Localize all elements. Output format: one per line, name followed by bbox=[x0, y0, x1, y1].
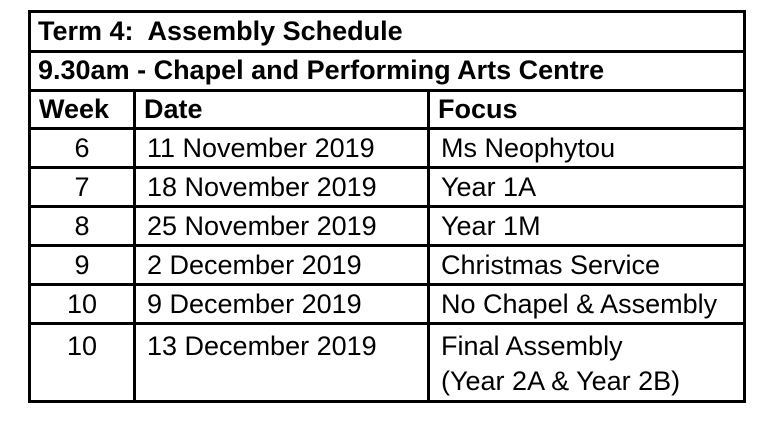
week-cell: 10 bbox=[30, 324, 135, 402]
focus-cell: Ms Neophytou bbox=[429, 129, 745, 168]
focus-line-2: (Year 2A & Year 2B) bbox=[441, 366, 681, 397]
column-header-date: Date bbox=[135, 91, 429, 129]
column-header-row bbox=[30, 91, 745, 129]
focus-cell: Christmas Service bbox=[429, 246, 745, 285]
column-header-week: Week bbox=[30, 91, 135, 129]
table-title-row bbox=[30, 12, 745, 52]
week-cell: 7 bbox=[30, 168, 135, 207]
focus-cell bbox=[429, 324, 745, 402]
date-cell: 11 November 2019 bbox=[135, 129, 429, 168]
week-cell: 6 bbox=[30, 129, 135, 168]
focus-cell: Year 1M bbox=[429, 207, 745, 246]
table-title: Term 4: Assembly Schedule bbox=[30, 12, 745, 52]
focus-line-1: Final Assembly bbox=[441, 331, 623, 362]
week-cell: 8 bbox=[30, 207, 135, 246]
table-row bbox=[30, 207, 745, 246]
date-cell: 13 December 2019 bbox=[135, 324, 429, 402]
date-cell: 9 December 2019 bbox=[135, 285, 429, 324]
week-cell: 9 bbox=[30, 246, 135, 285]
table-row bbox=[30, 168, 745, 207]
assembly-schedule-table bbox=[28, 10, 746, 403]
table-row bbox=[30, 246, 745, 285]
date-cell: 18 November 2019 bbox=[135, 168, 429, 207]
table-row bbox=[30, 324, 745, 402]
table-row bbox=[30, 285, 745, 324]
focus-cell: Year 1A bbox=[429, 168, 745, 207]
table-row bbox=[30, 129, 745, 168]
date-cell: 2 December 2019 bbox=[135, 246, 429, 285]
table-subtitle-row bbox=[30, 52, 745, 91]
table-subtitle: 9.30am - Chapel and Performing Arts Centre bbox=[30, 52, 745, 91]
column-header-focus: Focus bbox=[429, 91, 745, 129]
date-cell: 25 November 2019 bbox=[135, 207, 429, 246]
week-cell: 10 bbox=[30, 285, 135, 324]
focus-cell: No Chapel & Assembly bbox=[429, 285, 745, 324]
